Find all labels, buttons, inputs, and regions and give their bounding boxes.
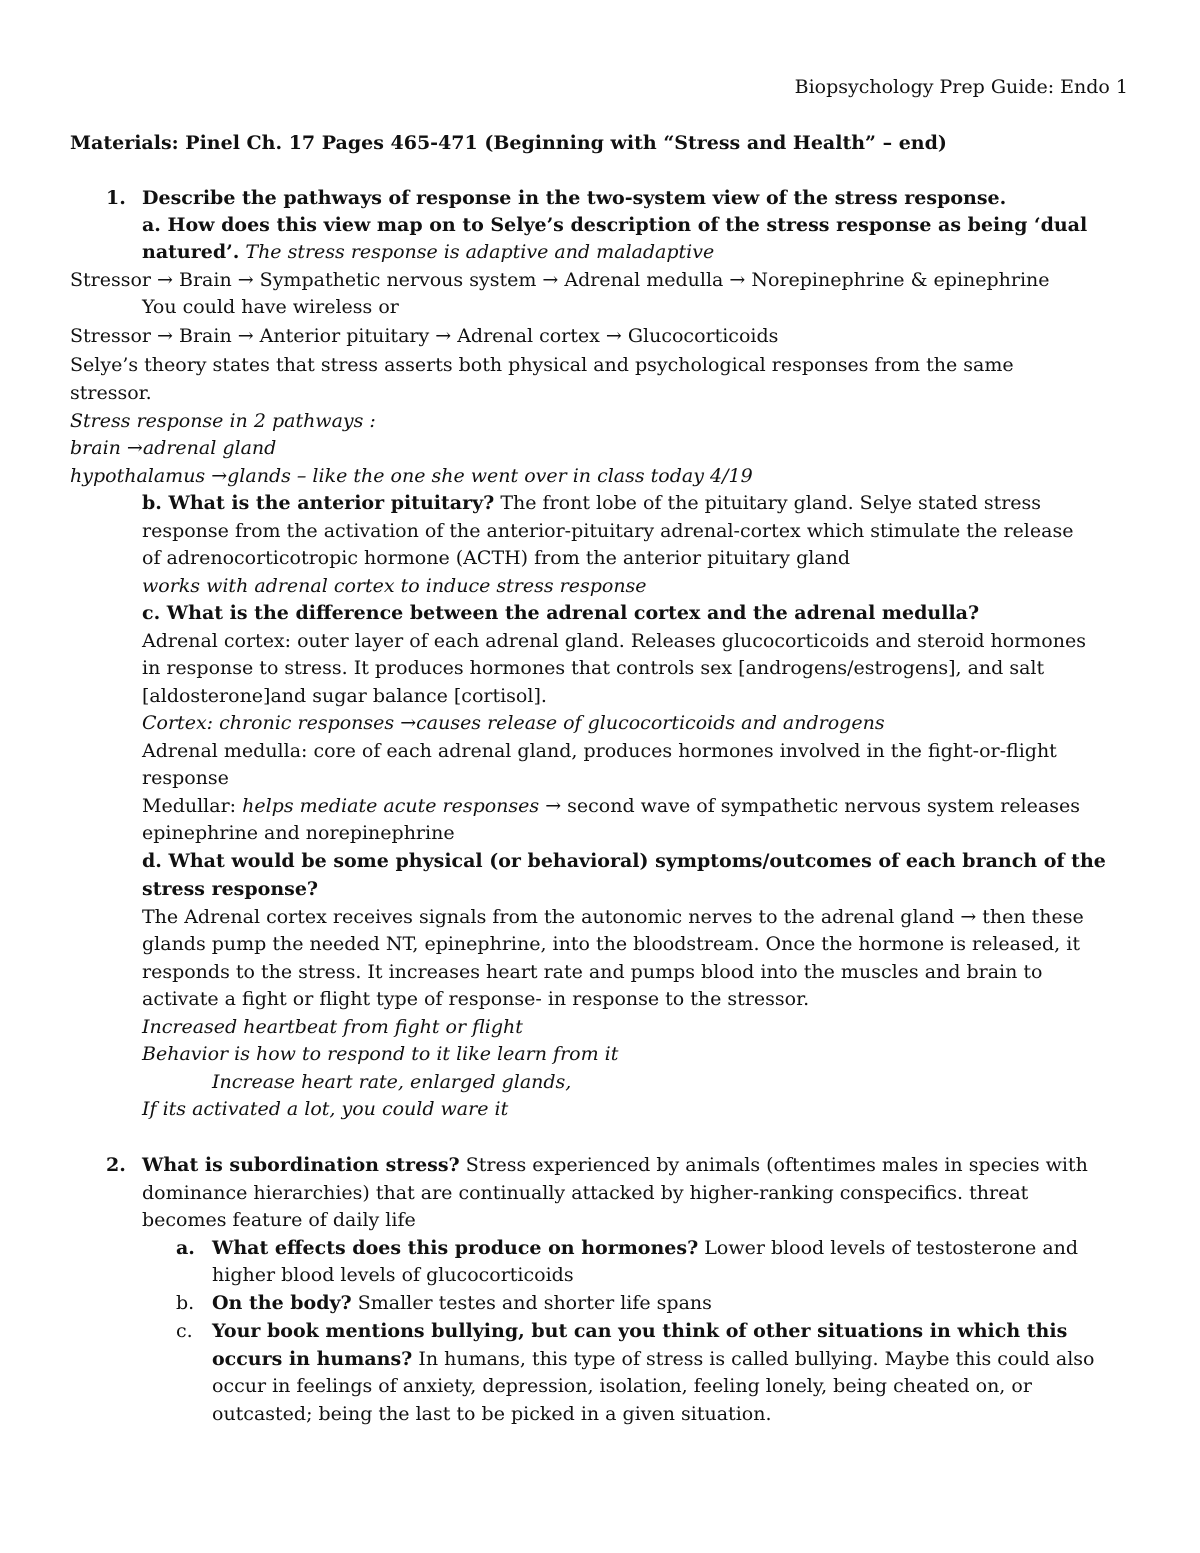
question-1d-note3: Increase heart rate, enlarged glands, <box>212 1071 572 1093</box>
question-1c-answer-line2: in response to stress. It produces hormones that controls sex [androgens/estrogens], and salt <box>142 657 1045 679</box>
question-1c-answer-line4: Adrenal medulla: core of each adrenal gland, produces hormones involved in the fight-or-flight <box>142 740 1057 762</box>
materials-line: Materials: Pinel Ch. 17 Pages 465-471 (Beginning with “Stress and Health” – end) <box>70 132 947 154</box>
question-2a-text: What effects does this produce on hormones? <box>212 1237 699 1259</box>
question-1d-answer-line1: The Adrenal cortex receives signals from the autonomic nerves to the adrenal gland → then these <box>142 906 1084 928</box>
question-1b-line1 <box>142 490 1041 516</box>
medullar-label: Medullar: <box>142 795 243 817</box>
question-1a-text-end: natured’. <box>142 241 240 263</box>
question-2-answer-start: Stress experienced by animals (oftentimes males in species with <box>459 1154 1088 1176</box>
question-2a-label: a. <box>176 1237 195 1259</box>
question-2a-answer-line2: higher blood levels of glucocorticoids <box>212 1264 574 1286</box>
question-2c-answer-line2: occur in feelings of anxiety, depression, isolation, feeling lonely, being cheated on, or <box>212 1375 1032 1397</box>
question-1c-answer-line5: response <box>142 767 229 789</box>
question-2-number: 2. <box>106 1154 126 1176</box>
question-1c-answer-line3: [aldosterone]and sugar balance [cortisol]. <box>142 685 547 707</box>
question-1a-line2 <box>142 239 714 265</box>
question-1c-answer-line1: Adrenal cortex: outer layer of each adrenal gland. Releases glucocorticoids and steroid hormones <box>142 630 1086 652</box>
question-1b-text: b. What is the anterior pituitary? <box>142 492 495 514</box>
question-1d-note4: If its activated a lot, you could ware it <box>142 1098 509 1120</box>
question-1d-text-end: stress response? <box>142 878 319 900</box>
question-2a-answer-start: Lower blood levels of testosterone and <box>698 1237 1079 1259</box>
question-2-answer-line2: dominance hierarchies) that are continually attacked by higher-ranking conspecifics. threat <box>142 1182 1029 1204</box>
question-1b-answer-start: The front lobe of the pituitary gland. Selye stated stress <box>494 492 1042 514</box>
question-2b-line <box>212 1290 712 1316</box>
question-1a-text: a. How does this view map on to Selye’s description of the stress response as being ‘dual <box>142 214 1088 236</box>
question-2b-answer: Smaller testes and shorter life spans <box>351 1292 712 1314</box>
question-1a-note: The stress response is adaptive and maladaptive <box>245 241 715 263</box>
question-1b-answer-line3: of adrenocorticotropic hormone (ACTH) from the anterior pituitary gland <box>142 547 851 569</box>
question-1b-answer-line2: response from the activation of the anterior-pituitary adrenal-cortex which stimulate the release <box>142 520 1074 542</box>
question-1c-medullar-line <box>142 793 1080 819</box>
class-note-hypothalamus: hypothalamus →glands – like the one she went over in class today 4/19 <box>70 465 753 487</box>
question-1d-answer-line3: responds to the stress. It increases heart rate and pumps blood into the muscles and brain to <box>142 961 1043 983</box>
question-1d-text: d. What would be some physical (or behavioral) symptoms/outcomes of each branch of the <box>142 850 1106 872</box>
class-note-brain: brain →adrenal gland <box>70 437 277 459</box>
question-2c-text: Your book mentions bullying, but can you think of other situations in which this <box>212 1320 1068 1342</box>
question-2c-answer-start: In humans, this type of stress is called bullying. Maybe this could also <box>412 1348 1095 1370</box>
medullar-note: helps mediate acute responses <box>242 795 540 817</box>
question-2-text: What is subordination stress? <box>142 1154 460 1176</box>
wireless-note: You could have wireless or <box>142 296 399 318</box>
class-note-pathways: Stress response in 2 pathways : <box>70 410 376 432</box>
question-1d-note1: Increased heartbeat from fight or flight <box>142 1016 523 1038</box>
question-1d-note2: Behavior is how to respond to it like learn from it <box>142 1043 619 1065</box>
question-2b-text: On the body? <box>212 1292 352 1314</box>
question-2-line1 <box>142 1152 1088 1178</box>
question-1d-answer-line4: activate a fight or flight type of response- in response to the stressor. <box>142 988 810 1010</box>
selye-theory-line2: stressor. <box>70 382 152 404</box>
question-2b-label: b. <box>176 1292 195 1314</box>
pathway-pituitary: Stressor → Brain → Anterior pituitary → Adrenal cortex → Glucocorticoids <box>70 325 779 347</box>
question-1d-answer-line2: glands pump the needed NT, epinephrine, into the bloodstream. Once the hormone is released, it <box>142 933 1080 955</box>
question-2c-label: c. <box>176 1320 193 1342</box>
question-1c-cortex-note: Cortex: chronic responses →causes release of glucocorticoids and androgens <box>142 712 885 734</box>
question-1c-answer-line6: epinephrine and norepinephrine <box>142 822 455 844</box>
question-1-number: 1. <box>106 187 126 209</box>
question-2c-text-end: occurs in humans? <box>212 1348 413 1370</box>
medullar-rest: → second wave of sympathetic nervous system releases <box>539 795 1080 817</box>
selye-theory-line1: Selye’s theory states that stress asserts both physical and psychological responses from the same <box>70 354 1014 376</box>
pathway-sympathetic: Stressor → Brain → Sympathetic nervous system → Adrenal medulla → Norepinephrine & epinephrine <box>70 269 1050 291</box>
question-1c-text: c. What is the difference between the adrenal cortex and the adrenal medulla? <box>142 602 980 624</box>
question-1-text: Describe the pathways of response in the two-system view of the stress response. <box>142 187 1007 209</box>
question-1b-note: works with adrenal cortex to induce stress response <box>142 575 647 597</box>
question-2c-answer-line3: outcasted; being the last to be picked in a given situation. <box>212 1403 772 1425</box>
question-2-answer-line3: becomes feature of daily life <box>142 1209 416 1231</box>
question-2a-line1 <box>212 1235 1078 1261</box>
question-2c-line2 <box>212 1346 1094 1372</box>
page-header-title: Biopsychology Prep Guide: Endo 1 <box>794 76 1128 98</box>
